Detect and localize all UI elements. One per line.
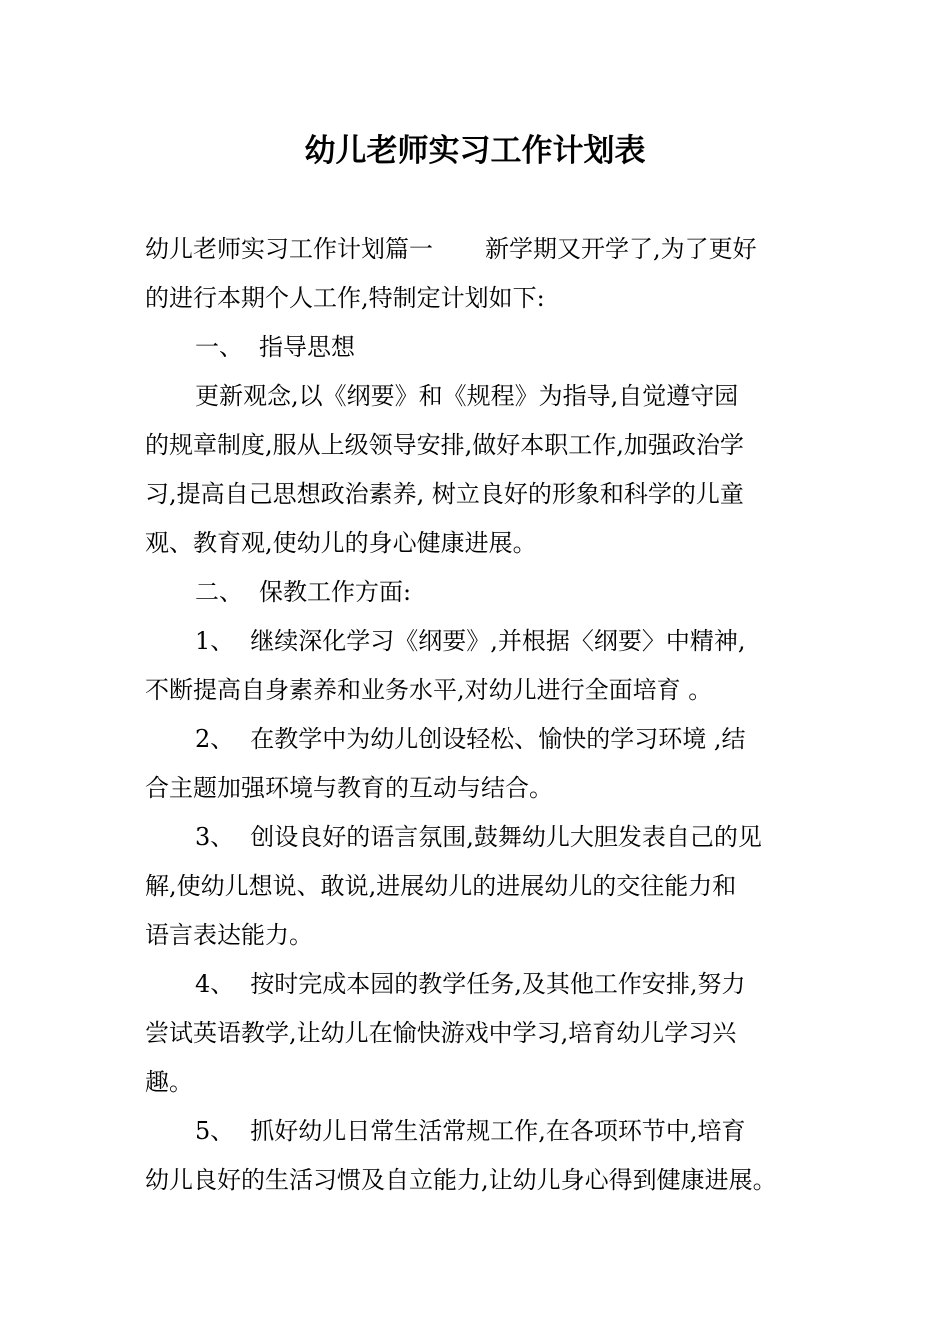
item-text: 在教学中为幼儿创设轻松、愉快的学习环境 ,结	[250, 725, 746, 753]
item-1-line-1	[145, 617, 810, 666]
section-heading-2	[145, 568, 810, 617]
intro-line-2: 的进行本期个人工作,特制定计划如下:	[145, 284, 545, 312]
item-3-line-2: 解,使幼儿想说、敢说,进展幼儿的进展幼儿的交往能力和	[145, 872, 737, 900]
item-number: 1、	[195, 627, 235, 655]
item-1-line-2: 不断提高自身素养和业务水平,对幼儿进行全面培育 。	[145, 676, 713, 704]
document-title: 幼儿老师实习工作计划表	[304, 133, 646, 169]
item-number: 4、	[195, 970, 235, 998]
paragraph-1-line-4: 观、教育观,使幼儿的身心健康进展。	[145, 529, 537, 557]
item-text: 继续深化学习《纲要》,并根据〈纲要〉中精神,	[250, 627, 746, 655]
section-number: 一、	[195, 333, 243, 361]
paragraph-1-line-3: 习,提高自己思想政治素养, 树立良好的形象和科学的儿童	[145, 480, 744, 508]
item-4-line-1	[145, 960, 810, 1009]
item-number: 2、	[195, 725, 235, 753]
item-5-line-1	[145, 1107, 810, 1156]
item-4-line-3: 趣。	[145, 1068, 193, 1096]
paragraph-1-line-1: 更新观念,以《纲要》和《规程》为指导,自觉遵守园	[195, 382, 739, 410]
item-number: 3、	[195, 823, 235, 851]
paragraph-1-line-2: 的规章制度,服从上级领导安排,做好本职工作,加强政治学	[145, 431, 744, 459]
item-2-line-2: 合主题加强环境与教育的互动与结合。	[145, 774, 553, 802]
item-5-line-2: 幼儿良好的生活习惯及自立能力,让幼儿身心得到健康进展。	[145, 1166, 777, 1194]
item-3-line-1	[145, 813, 810, 862]
intro-text: 新学期又开学了,为了更好	[485, 235, 757, 263]
section-number: 二、	[195, 578, 243, 606]
item-number: 5、	[195, 1117, 235, 1145]
section-title: 保教工作方面:	[259, 578, 412, 606]
item-2-line-1	[145, 715, 810, 764]
intro-heading: 幼儿老师实习工作计划篇一	[145, 235, 433, 263]
item-text: 抓好幼儿日常生活常规工作,在各项环节中,培育	[250, 1117, 746, 1145]
item-4-line-2: 尝试英语教学,让幼儿在愉快游戏中学习,培育幼儿学习兴	[145, 1019, 737, 1047]
section-heading-1	[145, 323, 810, 372]
section-title: 指导思想	[259, 333, 355, 361]
item-text: 按时完成本园的教学任务,及其他工作安排,努力	[250, 970, 746, 998]
document-body	[145, 225, 810, 1205]
intro-line-1	[145, 225, 810, 274]
item-3-line-3: 语言表达能力。	[145, 921, 313, 949]
item-text: 创设良好的语言氛围,鼓舞幼儿大胆发表自己的见	[250, 823, 762, 851]
